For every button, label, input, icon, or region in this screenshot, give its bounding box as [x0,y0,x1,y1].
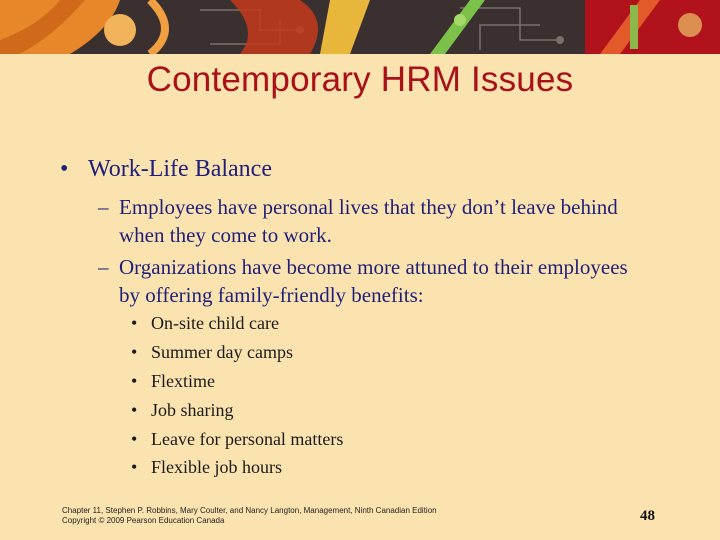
footer-citation: Chapter 11, Stephen P. Robbins, Mary Coulter, and Nancy Langton, Management, Ninth Canadian Edition [62,506,437,515]
benefit-text: Job sharing [151,400,234,420]
footer-copyright: Copyright © 2009 Pearson Education Canada [62,516,225,525]
dash-marker: – [98,195,109,219]
bullet-marker: • [131,400,138,420]
slide-footer [62,506,437,526]
sub-point-text: Employees have personal lives that they don’t leave behind when they come to work. [119,195,618,247]
bullet-marker: • [60,156,69,182]
bullet-marker: • [131,457,138,477]
sub-point-text: Organizations have become more attuned to their employees by offering family-friendly benefits: [119,255,628,307]
decorative-header-banner [0,0,720,54]
page-number: 48 [640,508,655,524]
dash-marker: – [98,255,109,279]
benefit-text: Flexible job hours [151,457,282,477]
bullet-marker: • [131,313,138,333]
benefit-text: On-site child care [151,313,279,333]
bullet-marker: • [131,429,138,449]
main-bullet-text: Work-Life Balance [88,156,272,182]
slide-title: Contemporary HRM Issues [146,60,574,99]
benefit-text: Leave for personal matters [151,429,344,449]
benefit-text: Flextime [151,371,215,391]
bullet-marker: • [131,371,138,391]
bullet-marker: • [131,342,138,362]
benefit-text: Summer day camps [151,342,293,362]
